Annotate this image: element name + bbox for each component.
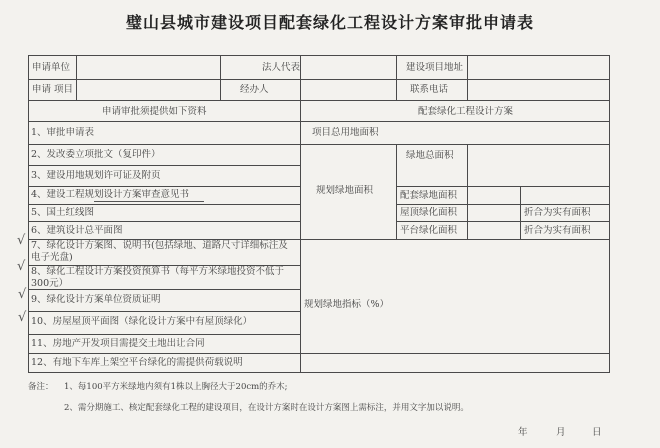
- grid-line: [28, 79, 610, 80]
- date-day: 日: [592, 427, 602, 438]
- grid-line: [467, 144, 468, 239]
- material-item: 10、房屋屋顶平面图（绿化设计方案中有屋顶绿化）: [31, 316, 253, 327]
- handler-label: 经办人: [240, 84, 269, 95]
- legal-rep-label: 法人代表: [262, 62, 301, 73]
- material-item: 4、建设工程规划设计方案审查意见书: [31, 189, 190, 200]
- right-section-title: 配套绿化工程设计方案: [418, 106, 514, 117]
- material-item: 9、绿化设计方案单位资质证明: [31, 294, 161, 305]
- material-item: 8、绿化工程设计方案投资预算书（每平方米绿地投资不低于300元）: [31, 266, 285, 289]
- date-year: 年: [518, 427, 528, 438]
- grid-line: [28, 353, 610, 354]
- total-land-area-label: 项目总用地面积: [312, 127, 379, 138]
- platform-equiv-label: 折合为实有面积: [524, 225, 591, 236]
- material-item: 7、绿化设计方案图、说明书(包括绿地、道路尺寸详细标注及电子光盘): [31, 240, 288, 263]
- planned-green-index-label: 规划绿地指标（%）: [304, 299, 390, 310]
- grid-line: [28, 100, 610, 101]
- grid-line: [396, 186, 610, 187]
- grid-line: [76, 55, 77, 100]
- supporting-green-label: 配套绿地面积: [400, 190, 458, 201]
- check-mark-icon: √: [17, 233, 26, 248]
- grid-line: [28, 372, 610, 373]
- grid-line: [220, 55, 221, 100]
- grid-line: [28, 204, 300, 205]
- grid-line: [396, 221, 610, 222]
- platform-green-label: 平台绿化面积: [400, 225, 458, 236]
- material-item: 3、建设用地规划许可证及附页: [31, 170, 161, 181]
- page-title: 璧山县城市建设项目配套绿化工程设计方案审批申请表: [125, 13, 534, 32]
- left-section-title: 申请审批须提供如下资料: [102, 106, 207, 117]
- date-month: 月: [556, 427, 566, 438]
- check-mark-icon: √: [17, 259, 26, 274]
- grid-line: [28, 186, 300, 187]
- grid-line: [396, 204, 610, 205]
- material-item: 1、审批申请表: [31, 127, 95, 138]
- grid-line: [28, 144, 300, 145]
- grid-line: [28, 55, 610, 56]
- grid-line: [28, 311, 300, 312]
- material-item: 12、有地下车库上架空平台绿化的需提供荷载说明: [31, 357, 243, 368]
- roof-green-label: 屋顶绿化面积: [400, 207, 458, 218]
- check-mark-icon: √: [18, 310, 27, 325]
- grid-line: [300, 144, 610, 145]
- grid-line: [520, 186, 521, 239]
- grid-line: [28, 121, 610, 122]
- planned-green-area-label: 规划绿地面积: [316, 185, 374, 196]
- material-item: 11、房地产开发项目需提交土地出让合同: [31, 338, 205, 349]
- grid-line: [609, 55, 610, 372]
- project-address-label: 建设项目地址: [406, 62, 464, 73]
- grid-line: [28, 55, 29, 372]
- check-mark-icon: √: [18, 287, 27, 302]
- notes-label: 备注：: [28, 382, 54, 392]
- note-2: 2、需分期施工、核定配套绿化工程的建设项目，在设计方案时在设计方案图上需标注，并用文字加以说明。: [64, 403, 469, 413]
- grid-line: [300, 55, 301, 372]
- grid-line: [396, 144, 397, 239]
- green-total-label: 绿地总面积: [406, 150, 454, 161]
- roof-equiv-label: 折合为实有面积: [524, 207, 591, 218]
- material-item: 2、发改委立项批文（复印件）: [31, 149, 161, 160]
- grid-line: [28, 165, 300, 166]
- project-label: 申请 项目: [32, 84, 74, 95]
- contact-phone-label: 联系电话: [410, 84, 449, 95]
- note-1: 1、每100平方米绿地内须有1株以上胸径大于20cm的乔木;: [64, 382, 288, 392]
- grid-line: [396, 55, 397, 100]
- applicant-unit-label: 申请单位: [32, 62, 71, 73]
- grid-line: [467, 55, 468, 100]
- material-item: 6、建筑设计总平面图: [31, 225, 123, 236]
- material-item: 5、国土红线图: [31, 207, 95, 218]
- handwritten-underline: [94, 201, 204, 202]
- grid-line: [28, 221, 300, 222]
- grid-line: [28, 334, 300, 335]
